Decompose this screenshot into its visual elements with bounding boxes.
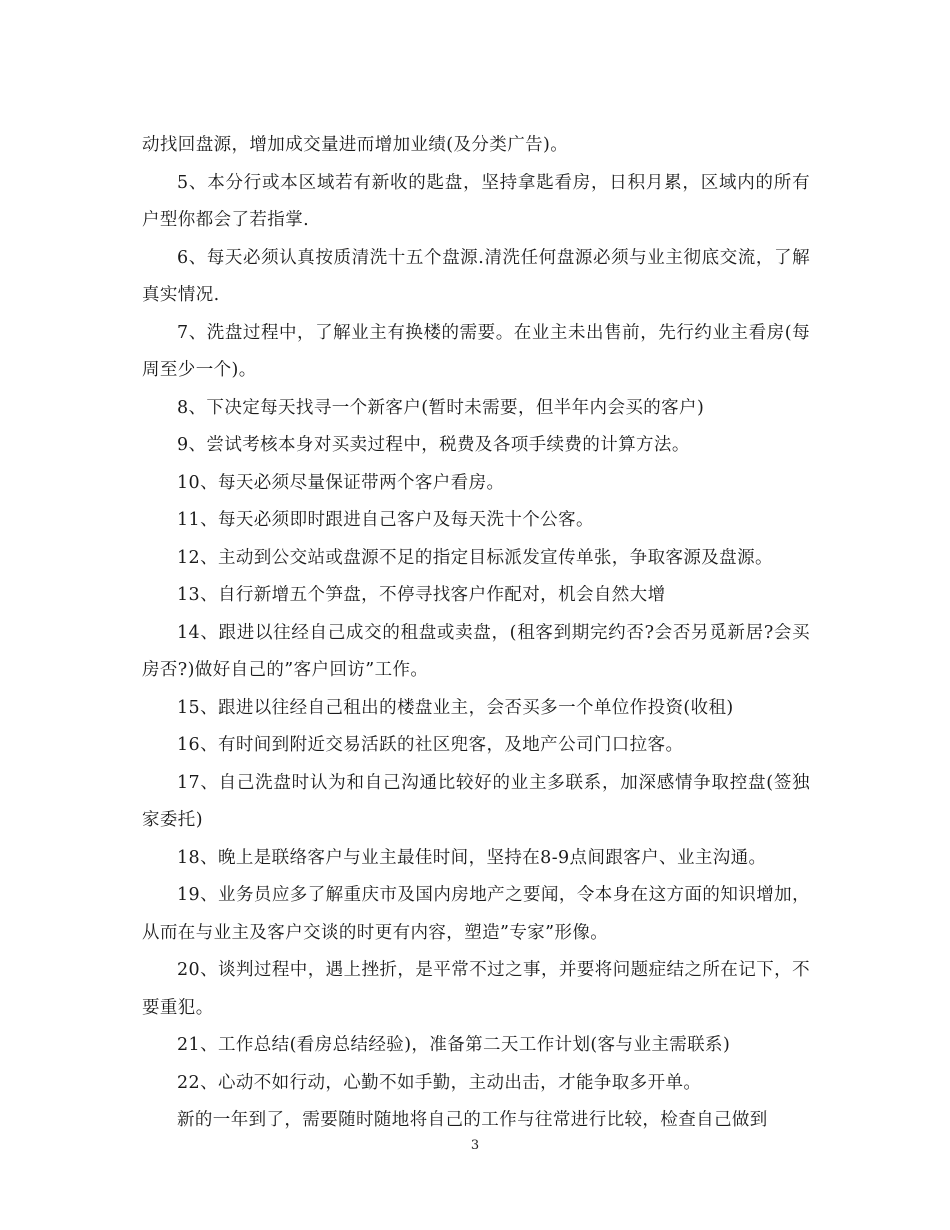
paragraph: 16、有时间到附近交易活跃的社区兜客，及地产公司门口拉客。	[177, 735, 684, 755]
paragraph: 动找回盘源，增加成交量进而增加业绩(及分类广告)。	[142, 135, 569, 155]
paragraph: 11、每天必须即时跟进自己客户及每天洗十个公客。	[177, 510, 594, 530]
document-body	[142, 127, 810, 1140]
paragraph: 6、每天必须认真按质清洗十五个盘源.清洗任何盘源必须与业主彻底交流，了解真实情况.	[142, 247, 810, 305]
paragraph: 7、洗盘过程中，了解业主有换楼的需要。在业主未出售前，先行约业主看房(每周至少一个)。	[142, 322, 810, 380]
paragraph: 20、谈判过程中，遇上挫折，是平常不过之事，并要将问题症结之所在记下，不要重犯。	[142, 960, 810, 1018]
paragraph: 15、跟进以往经自己租出的楼盘业主，会否买多一个单位作投资(收租)	[177, 697, 734, 718]
paragraph: 19、业务员应多了解重庆市及国内房地产之要闻，令本身在这方面的知识增加，从而在与业主及客户交谈的时更有内容，塑造”专家”形像。	[142, 885, 810, 943]
paragraph: 17、自己洗盘时认为和自己沟通比较好的业主多联系，加深感情争取控盘(签独家委托)	[142, 772, 810, 830]
paragraph: 5、本分行或本区域若有新收的匙盘，坚持拿匙看房，日积月累，区域内的所有户型你都会了若指掌.	[142, 172, 810, 230]
paragraph: 21、工作总结(看房总结经验)，准备第二天工作计划(客与业主需联系)	[177, 1035, 731, 1055]
paragraph: 12、主动到公交站或盘源不足的指定目标派发宣传单张，争取客源及盘源。	[177, 547, 773, 568]
paragraph: 新的一年到了，需要随时随地将自己的工作与往常进行比较，检查自己做到	[177, 1110, 768, 1130]
paragraph: 22、心动不如行动，心勤不如手勤，主动出击，才能争取多开单。	[177, 1072, 702, 1093]
page-number: 3	[470, 1138, 480, 1153]
paragraph: 14、跟进以往经自己成交的租盘或卖盘，(租客到期完约否?会否另觅新居?会买房否?)做好自己的”客户回访”工作。	[142, 622, 810, 680]
paragraph: 9、尝试考核本身对买卖过程中，税费及各项手续费的计算方法。	[177, 435, 690, 455]
paragraph: 18、晚上是联络客户与业主最佳时间，坚持在8-9点间跟客户、业主沟通。	[177, 847, 767, 868]
paragraph: 8、下决定每天找寻一个新客户(暂时未需要，但半年内会买的客户)	[177, 397, 705, 418]
paragraph: 10、每天必须尽量保证带两个客户看房。	[177, 472, 505, 493]
paragraph: 13、自行新增五个笋盘，不停寻找客户作配对，机会自然大增	[177, 585, 666, 605]
